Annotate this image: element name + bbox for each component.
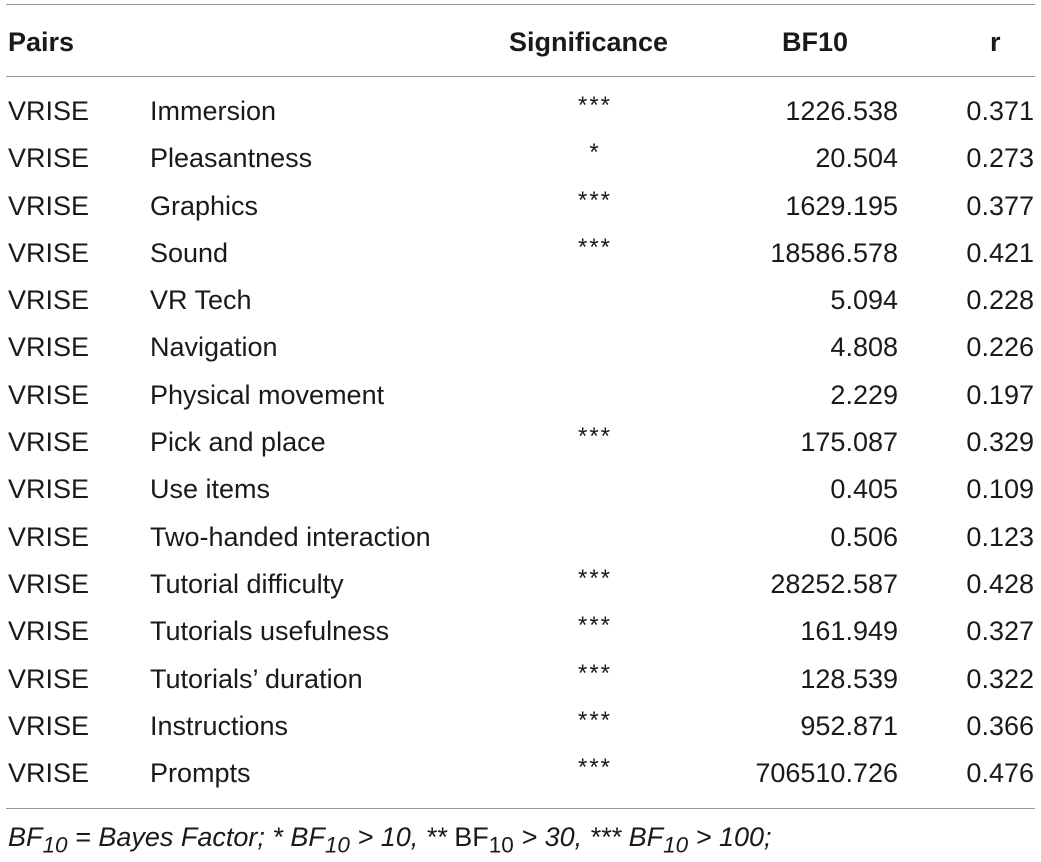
table-body xyxy=(0,88,1041,797)
cell-significance: *** xyxy=(577,564,613,592)
cell-r: 0.329 xyxy=(966,427,1034,458)
cell-significance: * xyxy=(589,139,601,167)
cell-pair-b: Immersion xyxy=(150,96,277,126)
cell-r: 0.476 xyxy=(966,758,1034,789)
cell-significance: *** xyxy=(577,92,613,119)
table-row xyxy=(0,656,1041,703)
cell-pair-a: VRISE xyxy=(8,616,90,647)
table-row xyxy=(0,135,1041,182)
cell-bf10: 175.087 xyxy=(800,427,898,458)
cell-bf10: 161.949 xyxy=(800,616,898,647)
cell-pair-b: Tutorials usefulness xyxy=(150,616,390,647)
cell-bf10: 18586.578 xyxy=(770,237,898,268)
cell-significance: *** xyxy=(577,423,613,451)
cell-pair-a: VRISE xyxy=(8,190,90,221)
cell-bf10: 952.871 xyxy=(800,710,898,741)
cell-pair-a: VRISE xyxy=(8,663,90,694)
cell-significance: *** xyxy=(577,706,613,734)
cell-pair-b: Pleasantness xyxy=(150,143,313,174)
table-row xyxy=(0,703,1041,750)
cell-r: 0.197 xyxy=(966,379,1034,410)
cell-r: 0.123 xyxy=(966,521,1034,552)
cell-pair-a: VRISE xyxy=(8,710,90,741)
table-row xyxy=(0,324,1041,371)
footnote-bf-2: BF xyxy=(290,822,325,852)
footnote-threshold-30: > 30, *** xyxy=(513,822,629,852)
cell-r: 0.366 xyxy=(966,710,1034,741)
footnote-threshold-100: > 100; xyxy=(688,822,772,852)
cell-r: 0.226 xyxy=(966,332,1034,363)
cell-pair-b: Pick and place xyxy=(150,427,326,458)
cell-significance: *** xyxy=(577,186,613,214)
table-header-rule xyxy=(6,76,1035,77)
table-header xyxy=(0,16,1041,68)
footnote-bf-3: BF xyxy=(454,822,489,852)
cell-pair-b: Tutorial difficulty xyxy=(150,568,344,599)
table-row xyxy=(0,88,1041,135)
cell-pair-a: VRISE xyxy=(8,237,90,268)
cell-bf10: 0.405 xyxy=(830,474,898,505)
table-row xyxy=(0,750,1041,797)
cell-pair-a: VRISE xyxy=(8,521,90,552)
cell-pair-b: Tutorials’ duration xyxy=(150,663,363,694)
table-row xyxy=(0,514,1041,561)
header-pairs: Pairs xyxy=(8,27,75,57)
cell-pair-b: Instructions xyxy=(150,710,289,741)
cell-pair-a: VRISE xyxy=(8,427,90,458)
cell-r: 0.273 xyxy=(966,143,1034,174)
footnote-sub-1: 10 xyxy=(42,832,68,858)
table-row xyxy=(0,419,1041,466)
cell-pair-b: Use items xyxy=(150,474,271,505)
header-r: r xyxy=(990,27,1001,57)
footnote-bf-1: BF xyxy=(8,822,43,852)
table-footnote xyxy=(8,820,772,862)
cell-bf10: 706510.726 xyxy=(755,758,898,789)
cell-r: 0.421 xyxy=(966,237,1034,268)
cell-pair-a: VRISE xyxy=(8,285,90,316)
cell-pair-b: Two-handed interaction xyxy=(150,521,431,552)
cell-pair-b: Graphics xyxy=(150,190,259,221)
cell-bf10: 0.506 xyxy=(830,521,898,552)
table-row xyxy=(0,561,1041,608)
header-bf10: BF10 xyxy=(782,27,849,57)
cell-bf10: 4.808 xyxy=(830,332,898,363)
footnote-sub-3: 10 xyxy=(488,832,514,858)
footnote-definition: = Bayes Factor; * xyxy=(67,822,291,852)
cell-bf10: 28252.587 xyxy=(770,568,898,599)
cell-pair-a: VRISE xyxy=(8,379,90,410)
cell-significance: *** xyxy=(577,754,613,782)
table-row xyxy=(0,183,1041,230)
cell-pair-a: VRISE xyxy=(8,568,90,599)
footnote-threshold-10: > 10, ** xyxy=(349,822,455,852)
cell-pair-b: VR Tech xyxy=(150,285,252,316)
cell-pair-a: VRISE xyxy=(8,758,90,789)
table-row xyxy=(0,277,1041,324)
cell-r: 0.377 xyxy=(966,190,1034,221)
table-bottom-rule xyxy=(6,808,1035,809)
cell-r: 0.322 xyxy=(966,663,1034,694)
footnote-sub-2: 10 xyxy=(324,832,350,858)
table-row xyxy=(0,608,1041,655)
cell-r: 0.109 xyxy=(966,474,1034,505)
cell-pair-a: VRISE xyxy=(8,474,90,505)
cell-bf10: 20.504 xyxy=(815,143,898,174)
cell-significance: *** xyxy=(577,233,613,261)
header-significance: Significance xyxy=(509,27,669,57)
cell-r: 0.371 xyxy=(966,96,1034,126)
cell-bf10: 2.229 xyxy=(830,379,898,410)
footnote-sub-4: 10 xyxy=(663,832,689,858)
cell-pair-b: Sound xyxy=(150,237,229,268)
cell-bf10: 128.539 xyxy=(800,663,898,694)
cell-pair-a: VRISE xyxy=(8,332,90,363)
cell-bf10: 5.094 xyxy=(830,285,898,316)
table-row xyxy=(0,230,1041,277)
cell-bf10: 1226.538 xyxy=(785,96,898,126)
cell-bf10: 1629.195 xyxy=(785,190,898,221)
footnote-bf-4: BF xyxy=(628,822,664,852)
cell-r: 0.327 xyxy=(966,616,1034,647)
table-row xyxy=(0,372,1041,419)
cell-pair-a: VRISE xyxy=(8,96,90,126)
cell-significance: *** xyxy=(577,659,613,687)
cell-r: 0.428 xyxy=(966,568,1034,599)
table-top-rule xyxy=(6,4,1035,5)
cell-pair-b: Navigation xyxy=(150,332,278,363)
cell-significance: *** xyxy=(577,612,613,640)
cell-pair-b: Prompts xyxy=(150,758,251,789)
cell-pair-b: Physical movement xyxy=(150,379,385,410)
table-row xyxy=(0,466,1041,513)
cell-pair-a: VRISE xyxy=(8,143,90,174)
cell-r: 0.228 xyxy=(966,285,1034,316)
